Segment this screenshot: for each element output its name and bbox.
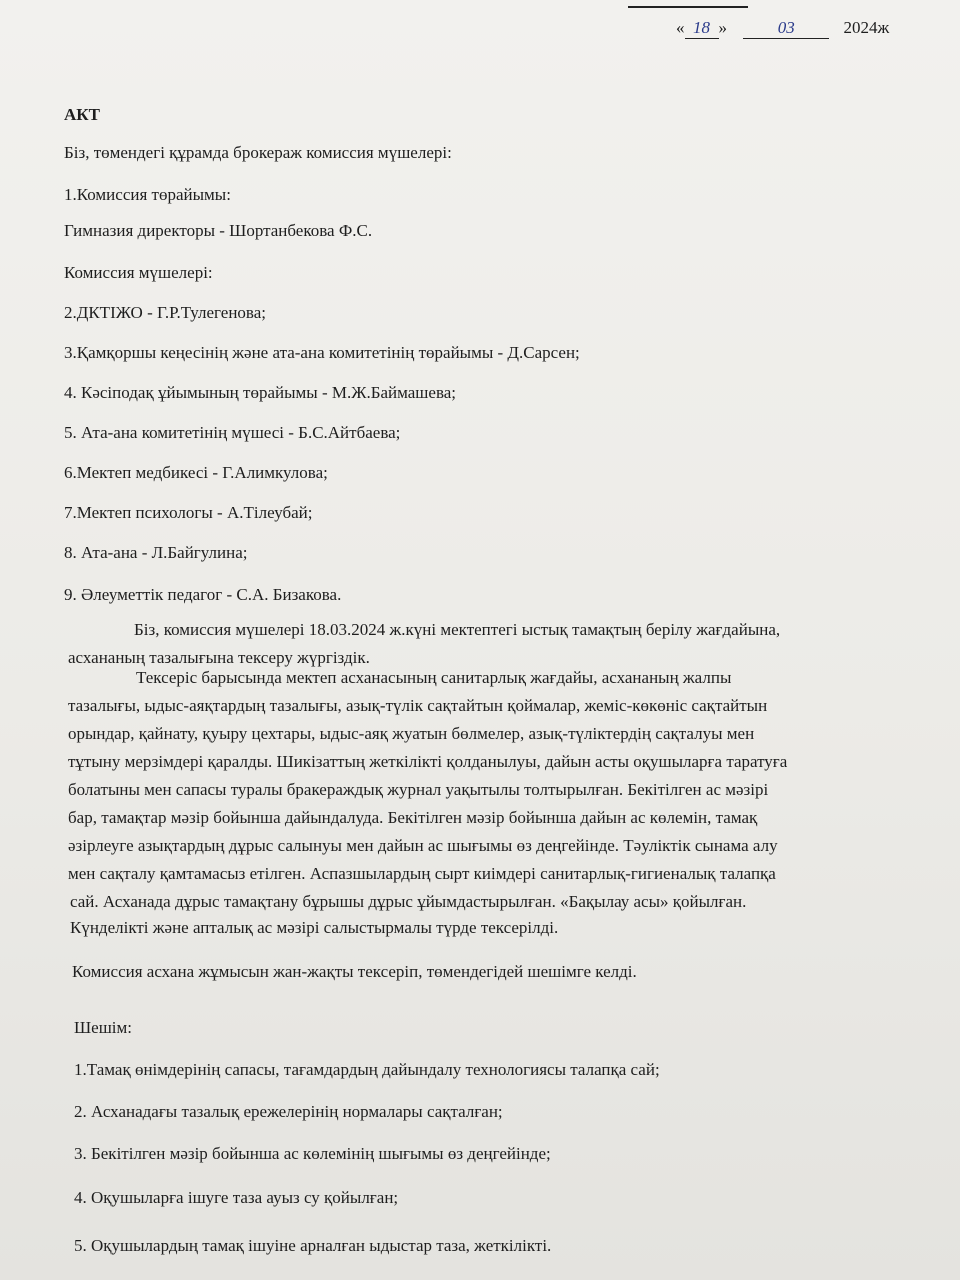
paragraph-2-line: Күнделікті және апталық ас мәзірі салыстырмалы түрде тексерілді.	[70, 918, 559, 937]
paragraph-1-line: Біз, комиссия мүшелері 18.03.2024 ж.күні мектептегі ыстық тамақтың берілу жағдайына,	[134, 620, 781, 639]
document-date	[676, 18, 889, 39]
date-close-quote: »	[718, 18, 727, 37]
members-heading: Комиссия мүшелері:	[64, 263, 213, 282]
paragraph-2-line: бар, тамақтар мәзір бойынша дайындалуда. Бекітілген мәзір бойынша дайын ас көлемін, тамақ	[68, 808, 758, 827]
paragraph-2-line: әзірлеуге азықтардың дұрыс салынуы мен дайын ас шығымы өз деңгейінде. Тәуліктік сынама алу	[68, 836, 778, 855]
date-year: 2024ж	[843, 18, 890, 37]
paragraph-1-line: асхананың тазалығына тексеру жүргіздік.	[68, 648, 370, 667]
member-item: 9. Әлеуметтік педагог - С.А. Бизакова.	[64, 585, 342, 604]
member-item: 6.Мектеп медбикесі - Г.Алимкулова;	[64, 463, 328, 482]
member-item: 2.ДКТІЖО - Г.Р.Тулегенова;	[64, 303, 266, 322]
intro-text: Біз, төмендегі құрамда брокераж комиссия мүшелері:	[64, 143, 452, 162]
paragraph-2-line: Тексеріс барысында мектеп асханасының санитарлық жағдайы, асхананың жалпы	[136, 668, 732, 687]
date-day: 18	[685, 18, 719, 39]
member-item: 7.Мектеп психологы - А.Тілеубай;	[64, 503, 313, 522]
decision-item: 4. Оқушыларға ішуге таза ауыз су қойылған;	[74, 1188, 399, 1207]
paragraph-2-line: тұтыну мерзімдері қаралды. Шикізаттың жеткілікті қолданылуы, дайын асты оқушыларға таратуға	[68, 752, 788, 771]
paragraph-2-line: сай. Асханада дұрыс тамақтану бұрышы дұрыс ұйымдастырылған. «Бақылау асы» қойылған.	[70, 892, 747, 911]
date-open-quote: «	[676, 18, 685, 37]
decision-item: 5. Оқушылардың тамақ ішуіне арналған ыдыстар таза, жеткілікті.	[74, 1236, 552, 1255]
paragraph-2-line: орындар, қайнату, қуыру цехтары, ыдыс-аяқ жуатын бөлмелер, азық-түліктердің сақталуы мен	[68, 724, 755, 743]
member-item: 4. Кәсіподақ ұйымының төрайымы - М.Ж.Баймашева;	[64, 383, 457, 402]
paragraph-2-line: болатыны мен сапасы туралы бракераждық журнал уақытылы толтырылған. Бекітілген ас мәзірі	[68, 780, 769, 799]
decision-heading: Шешім:	[74, 1018, 132, 1037]
conclusion-text: Комиссия асхана жұмысын жан-жақты тексеріп, төмендегідей шешімге келді.	[72, 962, 637, 981]
decision-item: 2. Асханадағы тазалық ережелерінің нормалары сақталған;	[74, 1102, 503, 1121]
member-item: 3.Қамқоршы кеңесінің және ата-ана комитетінің төрайымы - Д.Сарсен;	[64, 343, 580, 362]
chair-heading: 1.Комиссия төрайымы:	[64, 185, 231, 204]
member-item: 5. Ата-ана комитетінің мүшесі - Б.С.Айтбаева;	[64, 423, 401, 442]
paragraph-2-line: тазалығы, ыдыс-аяқтардың тазалығы, азық-түлік сақтайтын қоймалар, жеміс-көкөніс сақтайтын	[68, 696, 768, 715]
member-item: 8. Ата-ана - Л.Байгулина;	[64, 543, 248, 562]
decision-item: 1.Тамақ өнімдерінің сапасы, тағамдардың дайындалу технологиясы талапқа сай;	[74, 1060, 660, 1079]
paragraph-2-line: мен сақталу қамтамасыз етілген. Аспазшылардың сырт киімдері санитарлық-гигиеналық талапқа	[68, 864, 776, 883]
signature-line	[628, 0, 748, 8]
chair-name: Гимназия директоры - Шортанбекова Ф.С.	[64, 221, 373, 240]
document-title: АКТ	[64, 105, 100, 124]
decision-item: 3. Бекітілген мәзір бойынша ас көлемінің шығымы өз деңгейінде;	[74, 1144, 551, 1163]
date-month: 03	[743, 18, 829, 39]
